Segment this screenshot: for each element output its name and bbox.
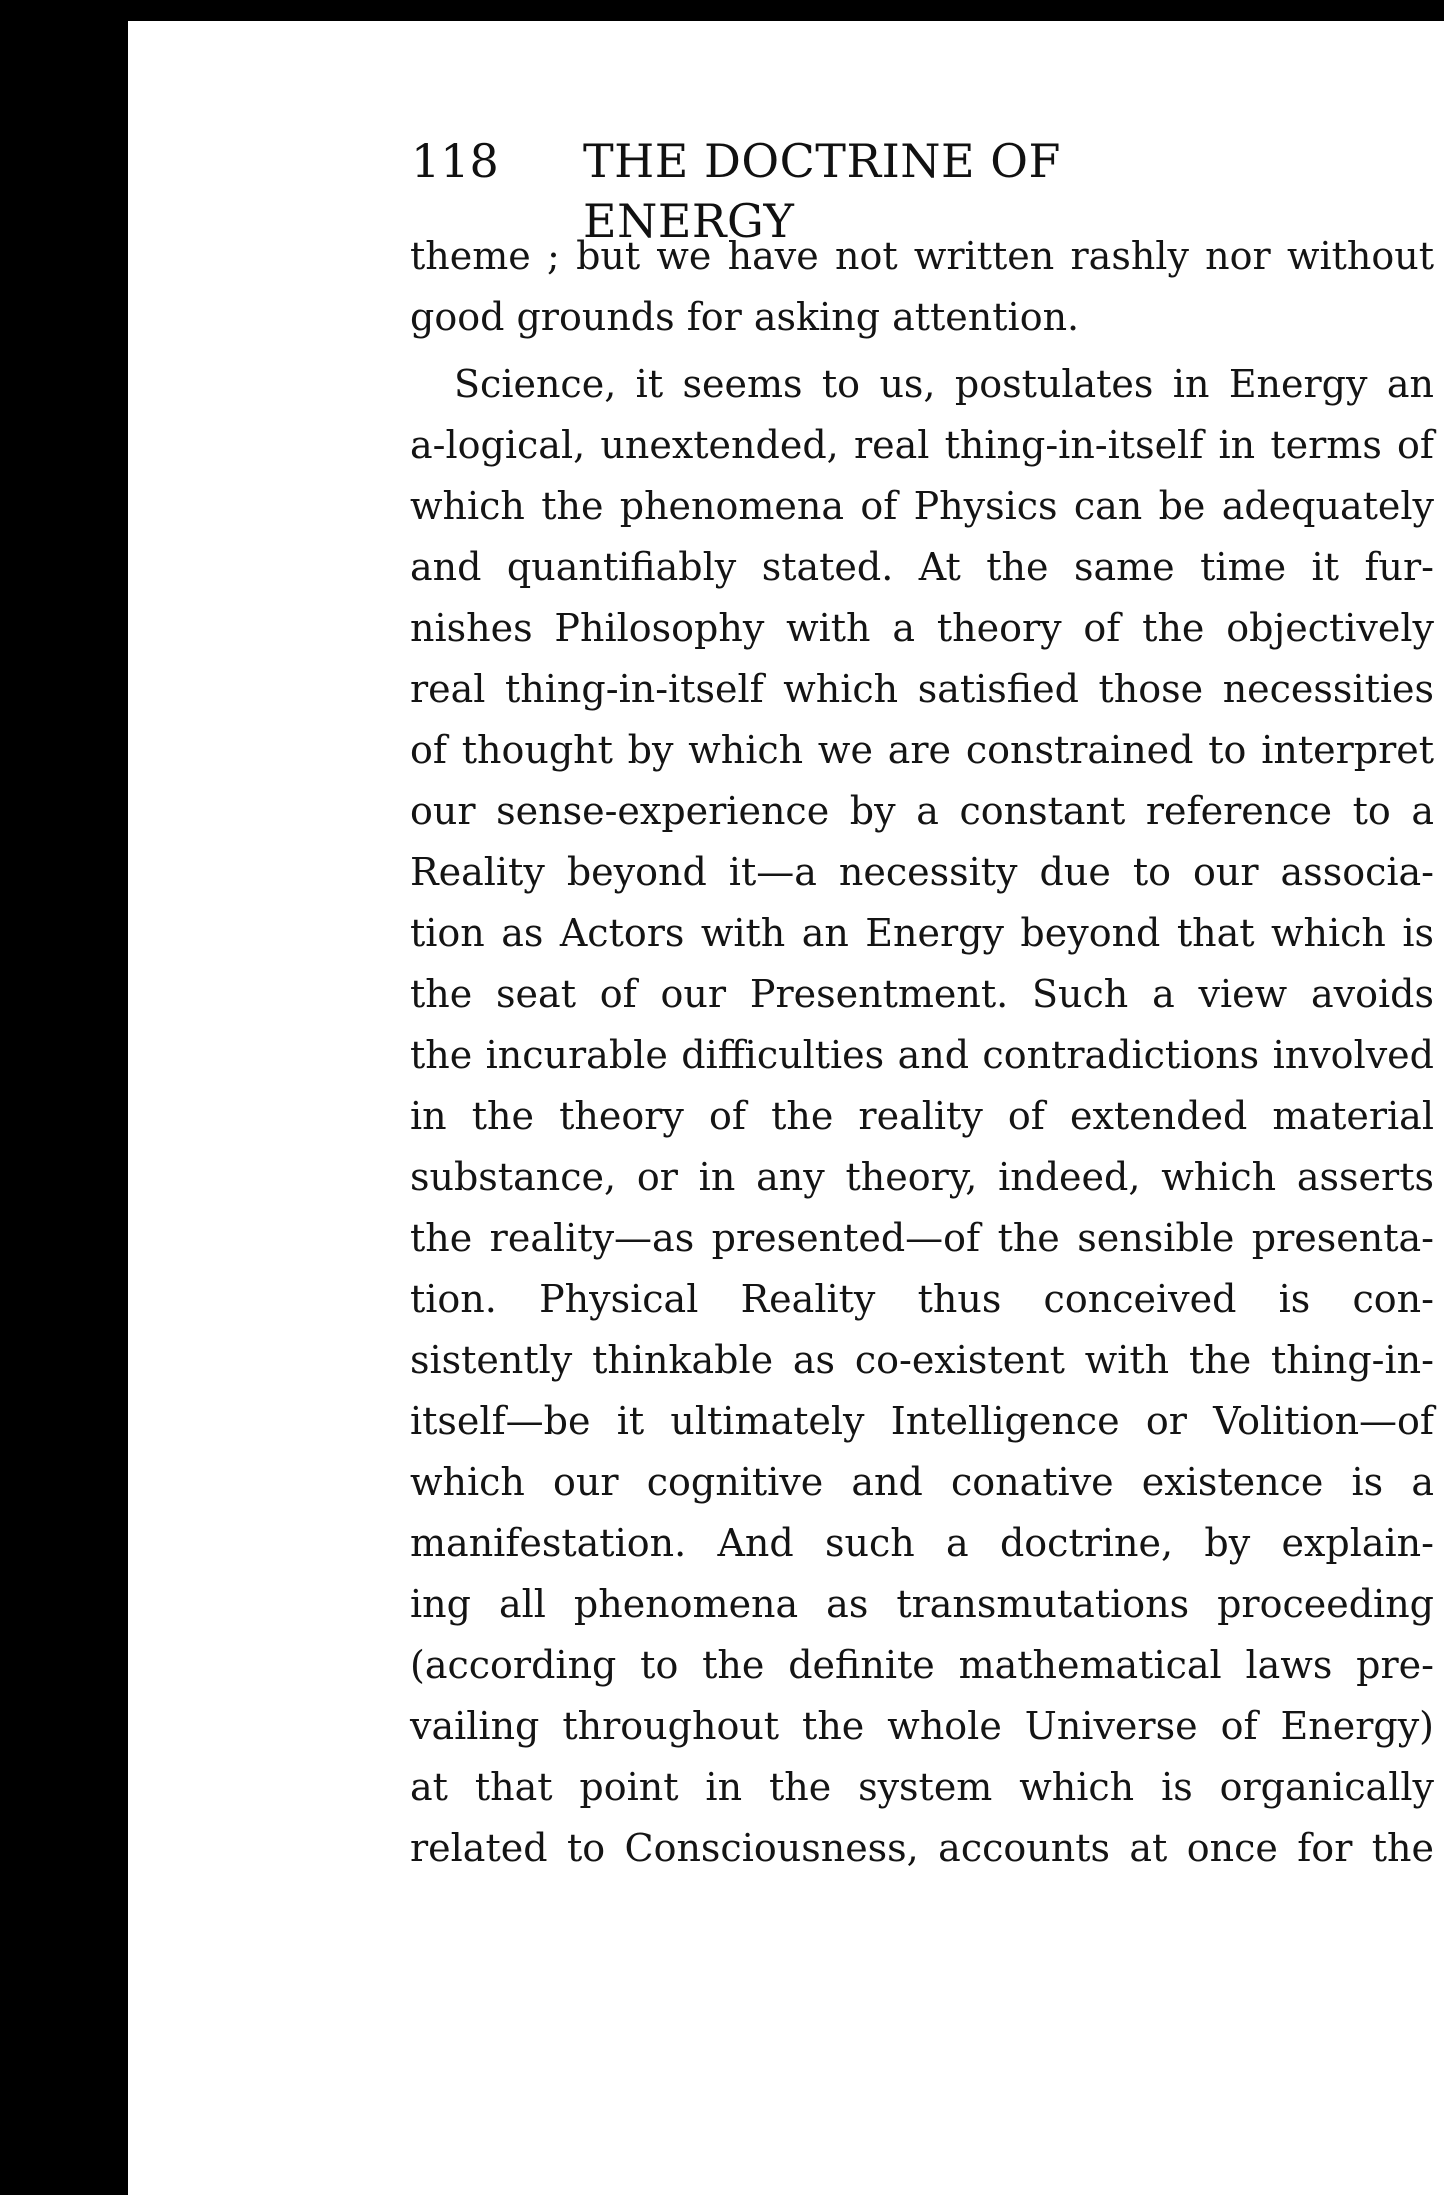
text-line: our sense-experience by a constant reference to a [410,789,1434,833]
page-number: 118 [411,134,499,188]
text-line: of thought by which we are constrained to interpret [410,728,1434,772]
text-line: Reality beyond it—a necessity due to our associa- [410,850,1434,894]
text-line: nishes Philosophy with a theory of the objectively [410,606,1434,650]
text-line: (according to the definite mathematical laws pre- [410,1643,1434,1687]
text-line: and quantifiably stated. At the same time it fur- [410,545,1434,589]
body-text [410,226,1434,1879]
text-line: the incurable difficulties and contradictions involved [410,1033,1434,1077]
text-line: at that point in the system which is organically [410,1765,1434,1809]
text-line: itself—be it ultimately Intelligence or Volition—of [410,1399,1434,1443]
text-line: the seat of our Presentment. Such a view avoids [410,972,1434,1016]
text-line: a-logical, unextended, real thing-in-itself in terms of [410,423,1434,467]
text-line: manifestation. And such a doctrine, by explain- [410,1521,1434,1565]
paragraph [410,354,1434,1879]
text-line: ing all phenomena as transmutations proceeding [410,1582,1434,1626]
text-line: vailing throughout the whole Universe of Energy) [410,1704,1434,1748]
text-line: in the theory of the reality of extended material [410,1094,1434,1138]
text-line: theme ; but we have not written rashly nor without [410,234,1434,278]
text-line: sistently thinkable as co-existent with the thing-in- [410,1338,1434,1382]
text-line: good grounds for asking attention. [410,295,1080,339]
text-line: related to Consciousness, accounts at once for the [410,1826,1434,1870]
page-header [284,131,1284,248]
text-line: real thing-in-itself which satisfied those necessities [410,667,1434,711]
text-line: the reality—as presented—of the sensible presenta- [410,1216,1434,1260]
paragraph [410,226,1434,348]
text-line: Science, it seems to us, postulates in Energy an [454,362,1434,406]
text-line: tion as Actors with an Energy beyond that which is [410,911,1434,955]
text-line: tion. Physical Reality thus conceived is con- [410,1277,1434,1321]
text-line: substance, or in any theory, indeed, which asserts [410,1155,1434,1199]
running-head: THE DOCTRINE OF ENERGY [583,134,1061,248]
text-line: which the phenomena of Physics can be adequately [410,484,1434,528]
text-line: which our cognitive and conative existence is a [410,1460,1434,1504]
